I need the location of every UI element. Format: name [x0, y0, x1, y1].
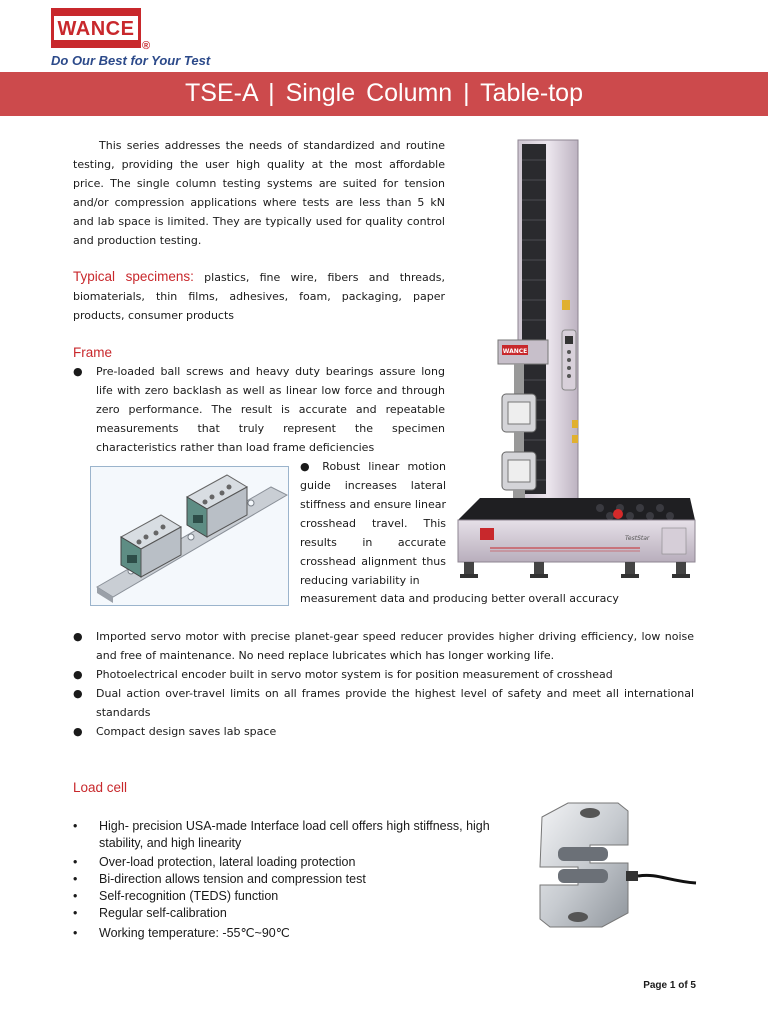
registered-mark: ® — [142, 40, 151, 52]
bullet-dot: ● — [73, 630, 83, 643]
testing-machine-image — [450, 130, 705, 590]
frame-bullet-text: Dual action over-travel limits on all frames provide the highest level of safety and meet all international standards — [96, 687, 694, 719]
frame-bullet-2 — [300, 457, 446, 592]
frame-bullet-text: Photoelectrical encoder built in servo motor system is for position measurement of crosshead — [96, 668, 613, 681]
bullet-dot: • — [73, 855, 78, 869]
specimens-paragraph — [73, 267, 445, 325]
bullet-dot: • — [73, 889, 78, 903]
frame-bullet-text: Imported servo motor with precise planet-gear speed reducer provides higher driving efficiency, low noise and free of maintenance. No need replace lubricates which has longer working life. — [96, 630, 694, 662]
crosshead-brand-label: WANCE — [502, 348, 528, 355]
frame-bullet-5 — [73, 684, 694, 722]
frame-bullet-2-cont: measurement data and producing better overall accuracy — [300, 592, 619, 605]
frame-bullet-1 — [73, 362, 445, 458]
load-cell-bullet-text: Over-load protection, lateral loading protection — [99, 855, 356, 869]
title-banner — [0, 72, 768, 116]
base-model-label: TestStar — [625, 535, 650, 542]
intro-paragraph — [73, 136, 445, 250]
load-cell-bullet-1 — [73, 818, 518, 854]
frame-bullet-6 — [73, 722, 694, 741]
load-cell-bullet-2 — [73, 854, 518, 871]
linear-guide-image — [91, 467, 289, 606]
bullet-dot: ● — [73, 687, 83, 700]
bullet-dot: • — [73, 819, 78, 833]
load-cell-bullet-3 — [73, 871, 518, 888]
load-cell-image — [528, 793, 698, 938]
frame-heading: Frame — [73, 345, 113, 360]
bullet-dot: • — [73, 906, 78, 920]
frame-bullet-text: Compact design saves lab space — [96, 725, 277, 738]
bullet-dot: • — [73, 926, 78, 940]
load-cell-bullet-5 — [73, 905, 518, 922]
load-cell-bullet-text: High- precision USA-made Interface load cell offers high stiffness, high stability, and high linearity — [99, 819, 490, 850]
page-number: Page 1 of 5 — [643, 980, 696, 991]
load-cell-bullet-text: Working temperature: -55℃~90℃ — [99, 926, 290, 940]
bullet-dot: ● — [73, 725, 83, 738]
frame-bullet-3 — [73, 627, 694, 665]
logo-top-bar — [54, 11, 138, 16]
frame-bullet-text — [300, 457, 446, 590]
load-cell-bullet-4 — [73, 888, 518, 905]
logo-text: WANCE — [57, 18, 135, 40]
load-cell-heading: Load cell — [73, 780, 128, 795]
bullet-dot: ● — [300, 460, 315, 473]
frame-bullet-text-body: Robust linear motion guide increases lateral stiffness and ensure linear crosshead travel. This results in accurate crosshead alignment thus reducing variability in — [300, 460, 446, 587]
bullet-dot: ● — [73, 365, 83, 378]
frame-bullet-4 — [73, 665, 694, 684]
frame-bullet-text: Pre-loaded ball screws and heavy duty bearings assure long life with zero backlash as well as linear low force and through zero performance. The result is accurate and repeatable measurements that truly represent the specimen characteristics rather than load frame deficiencies — [96, 365, 445, 454]
page-title: TSE-A | Single Column | Table-top — [185, 79, 583, 107]
wance-logo — [51, 8, 141, 48]
load-cell-bullet-text: Regular self-calibration — [99, 906, 227, 920]
slogan: Do Our Best for Your Test — [51, 53, 211, 68]
logo-bottom-bar — [54, 40, 138, 45]
load-cell-bullet-text: Bi-direction allows tension and compression test — [99, 872, 366, 886]
specimens-label: Typical specimens: — [73, 269, 194, 284]
load-cell-bullet-text: Self-recognition (TEDS) function — [99, 889, 279, 903]
specimens-text: plastics, fine wire, fibers and threads, biomaterials, thin films, adhesives, foam, packaging, paper products, consumer products — [73, 271, 446, 322]
intro-text: This series addresses the needs of standardized and routine testing, providing the user high quality at the most affordable price. The single column testing systems are suited for tension and/or compression applications where tests are less than 5 kN and lab space is limited. They are typically used for quality control and production testing. — [73, 139, 445, 247]
load-cell-bullet-6 — [73, 925, 518, 942]
bullet-dot: ● — [73, 668, 83, 681]
linear-guide-image-frame — [90, 466, 289, 606]
bullet-dot: • — [73, 872, 78, 886]
